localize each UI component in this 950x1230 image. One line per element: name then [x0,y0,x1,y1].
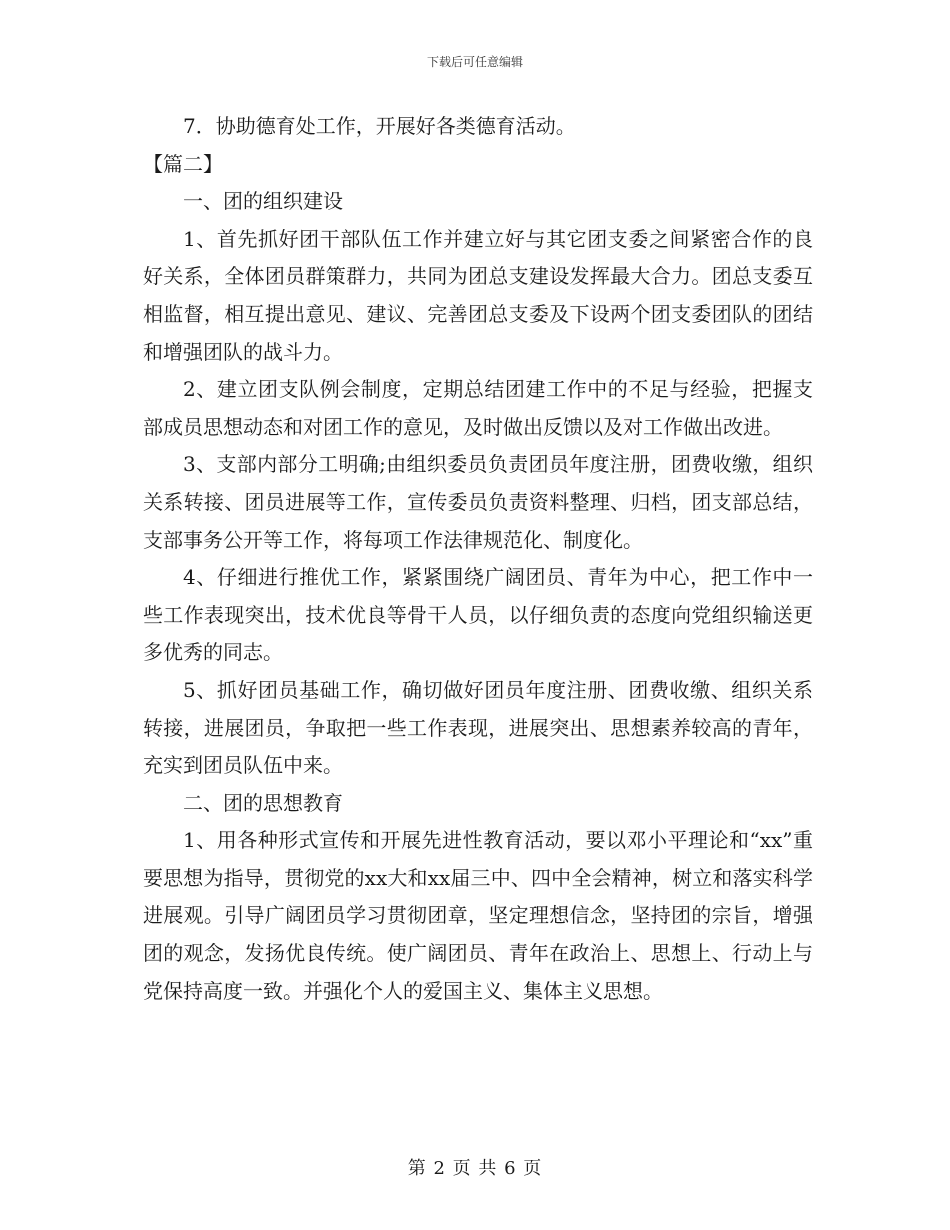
paragraph-edu-1: 1、用各种形式宣传和开展先进性教育活动，要以邓小平理论和“xx”重要思想为指导，贯彻党的xx大和xx届三中、四中全会精神，树立和落实科学进展观。引导广阔团员学习贯彻团章，坚定理想信念，坚持团的宗旨，增强团的观念，发扬优良传统。使广阔团员、青年在政治上、思想上、行动上与党保持高度一致。并强化个人的爱国主义、集体主义思想。 [143,828,813,1003]
page-header-note: 下载后可任意编辑 [426,55,523,69]
subheading-ideological-education: 二、团的思想教育 [183,790,343,815]
paragraph-org-3: 3、支部内部分工明确;由组织委员负责团员年度注册，团费收缴，组织关系转接、团员进展等工作，宣传委员负责资料整理、归档，团支部总结，支部事务公开等工作，将每项工作法律规范化、制度化。 [143,452,813,552]
subheading-organization-building: 一、团的组织建设 [183,189,343,214]
paragraph-org-4: 4、仔细进行推优工作，紧紧围绕广阔团员、青年为中心，把工作中一些工作表现突出，技术优良等骨干人员，以仔细负责的态度向党组织输送更多优秀的同志。 [143,565,813,665]
page-number: 第 2 页 共 6 页 [407,1158,543,1179]
paragraph-org-1: 1、首先抓好团干部队伍工作并建立好与其它团支委之间紧密合作的良好关系，全体团员群策群力，共同为团总支建设发挥最大合力。团总支委互相监督，相互提出意见、建议、完善团总支委及下设两个团支委团队的团结和增强团队的战斗力。 [143,226,813,364]
paragraph-item-7: 7．协助德育处工作，开展好各类德育活动。 [183,114,576,138]
document-body [143,108,813,1010]
paragraph-org-5: 5、抓好团员基础工作，确切做好团员年度注册、团费收缴、组织关系转接，进展团员，争取把一些工作表现，进展突出、思想素养较高的青年，充实到团员队伍中来。 [143,677,813,778]
section-heading-part-two: 【篇二】 [143,151,223,176]
paragraph-org-2: 2、建立团支队例会制度，定期总结团建工作中的不足与经验，把握支部成员思想动态和对团工作的意见，及时做出反馈以及对工作做出改进。 [143,377,813,439]
